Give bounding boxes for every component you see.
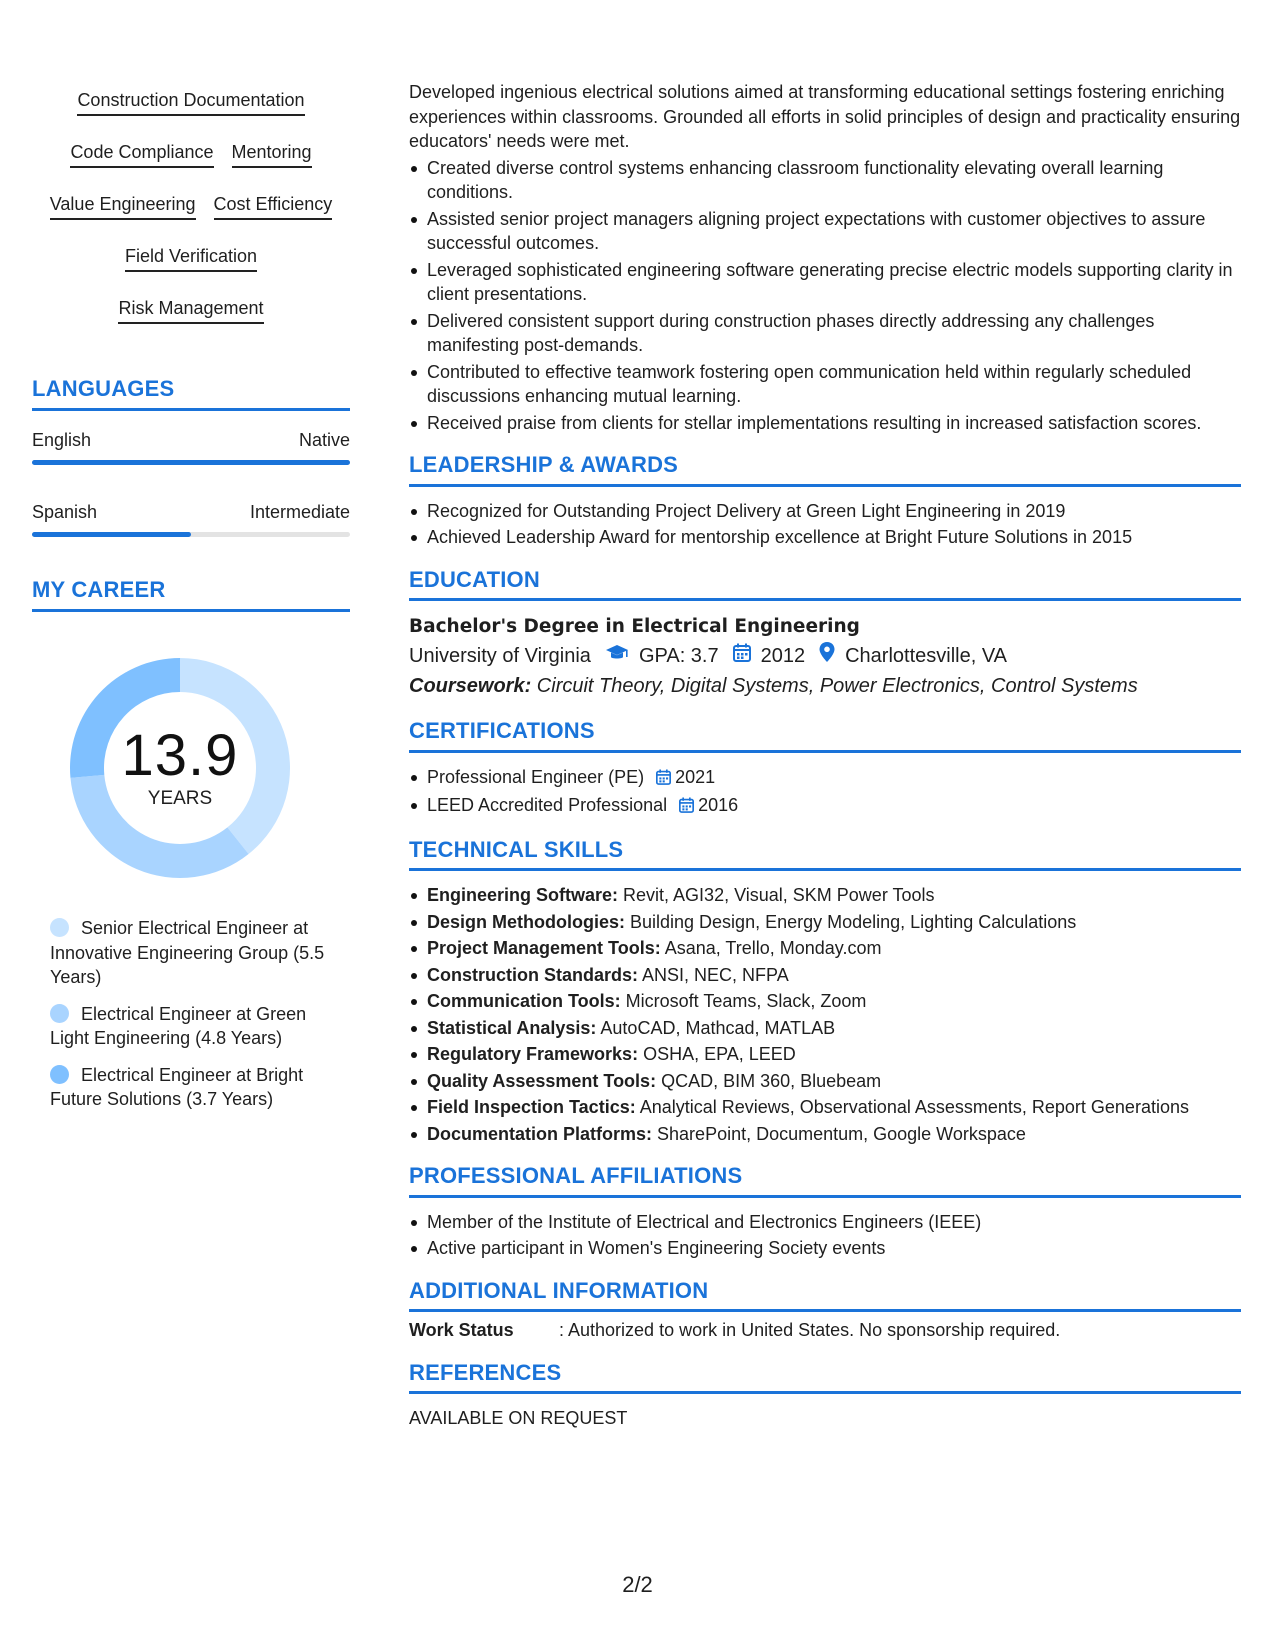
technical-skill-label: Field Inspection Tactics: [427, 1097, 636, 1117]
page-number: 2/2 [622, 1572, 653, 1597]
career-legend [32, 916, 350, 1112]
experience-bullet: Delivered consistent support during construction phases directly addressing any challenges manifesting post-demands. [427, 309, 1241, 358]
technical-skill-label: Statistical Analysis: [427, 1017, 597, 1038]
technical-skills-section [409, 838, 1241, 1147]
references-section [409, 1361, 1241, 1431]
technical-skill-label: Engineering Software: [427, 885, 619, 905]
skill-row [32, 184, 350, 236]
education-title: EDUCATION [409, 568, 1241, 602]
certification-item [427, 793, 1241, 820]
location-pin-icon [819, 641, 835, 671]
additional-info-title: ADDITIONAL INFORMATION [409, 1279, 1241, 1313]
skill-tag: Risk Management [118, 297, 263, 324]
career-donut-chart [66, 654, 294, 882]
coursework-list: Circuit Theory, Digital Systems, Power Electronics, Control Systems [531, 675, 1138, 697]
education-coursework [409, 671, 1241, 701]
experience-summary: Developed ingenious electrical solutions aimed at transforming educational settings fostering enriching experiences within classrooms. Grounded all efforts in solid principles of design and practicality ensuring educators' needs were met. [409, 82, 1241, 151]
certification-year: 2021 [675, 766, 716, 787]
language-proficiency-fill [32, 460, 350, 465]
education-school: University of Virginia [409, 645, 591, 667]
legend-dot [50, 918, 69, 937]
language-proficiency-bar [32, 532, 350, 537]
graduation-cap-icon [605, 641, 629, 671]
calendar-icon [733, 641, 751, 671]
language-name: English [32, 430, 92, 450]
language-row [32, 501, 350, 523]
technical-skills-list [409, 883, 1241, 1146]
career-legend-text: Senior Electrical Engineer at Innovative Engineering Group (5.5 Years) [50, 918, 325, 987]
certification-year: 2016 [698, 795, 739, 815]
languages-section [32, 376, 350, 537]
experience-bullet: Assisted senior project managers aligning project expectations with customer objectives to assure successful outcomes. [427, 207, 1241, 256]
technical-skill-item [427, 883, 1241, 908]
language-level: Intermediate [249, 502, 350, 522]
skill-row [32, 288, 350, 340]
certifications-list [409, 765, 1241, 820]
career-unit: YEARS [147, 788, 213, 809]
career-legend-item [50, 1063, 340, 1112]
affiliations-title: PROFESSIONAL AFFILIATIONS [409, 1164, 1241, 1198]
education-gpa: GPA: 3.7 [638, 645, 719, 667]
language-name: Spanish [32, 502, 98, 522]
career-section [32, 577, 350, 1112]
languages-list [32, 429, 350, 537]
technical-skill-value: OSHA, EPA, LEED [638, 1044, 796, 1064]
technical-skill-value: QCAD, BIM 360, Bluebeam [656, 1070, 882, 1091]
technical-skill-item [427, 1069, 1241, 1094]
technical-skill-label: Documentation Platforms: [427, 1123, 653, 1144]
technical-skill-item [427, 989, 1241, 1014]
technical-skill-item [427, 936, 1241, 961]
skill-tag: Mentoring [232, 141, 312, 168]
career-legend-item [50, 1002, 340, 1051]
experience-bullets [409, 156, 1241, 436]
career-legend-item [50, 916, 340, 990]
technical-skill-value: Building Design, Energy Modeling, Lighting Calculations [625, 911, 1077, 932]
left-column [32, 80, 350, 1124]
technical-skill-value: Asana, Trello, Monday.com [660, 938, 882, 958]
technical-skill-item [427, 1042, 1241, 1067]
technical-skills-title: TECHNICAL SKILLS [409, 838, 1241, 872]
certifications-section [409, 719, 1241, 820]
work-status-value: : Authorized to work in United States. No sponsorship required. [559, 1320, 1061, 1340]
language-row [32, 429, 350, 451]
technical-skill-item [427, 963, 1241, 988]
references-title: REFERENCES [409, 1361, 1241, 1395]
certifications-title: CERTIFICATIONS [409, 719, 1241, 753]
technical-skill-value: SharePoint, Documentum, Google Workspace [652, 1123, 1026, 1144]
skill-row [32, 132, 350, 184]
skill-tag: Code Compliance [70, 141, 213, 168]
technical-skill-label: Construction Standards: [427, 964, 639, 985]
skill-row [32, 80, 350, 132]
education-year: 2012 [760, 645, 806, 667]
affiliations-section [409, 1164, 1241, 1261]
leadership-item: Recognized for Outstanding Project Delivery at Green Light Engineering in 2019 [427, 499, 1241, 524]
calendar-icon [656, 767, 671, 792]
leadership-section [409, 453, 1241, 550]
affiliation-item: Active participant in Women's Engineering Society events [427, 1236, 1241, 1261]
technical-skill-value: Revit, AGI32, Visual, SKM Power Tools [618, 885, 935, 905]
skill-tag: Cost Efficiency [214, 193, 333, 220]
additional-info-section [409, 1279, 1241, 1343]
work-status-label: Work Status [409, 1320, 514, 1340]
coursework-label: Coursework: [409, 675, 532, 697]
technical-skill-label: Design Methodologies: [427, 911, 625, 932]
experience-bullet: Created diverse control systems enhancing classroom functionality elevating overall learning conditions. [427, 156, 1241, 205]
career-total: 13.9 [121, 723, 239, 788]
technical-skill-item [427, 1122, 1241, 1147]
education-meta [409, 641, 1241, 671]
skill-tag: Construction Documentation [77, 89, 304, 116]
career-legend-text: Electrical Engineer at Bright Future Solutions (3.7 Years) [50, 1064, 304, 1109]
technical-skill-item [427, 910, 1241, 935]
skill-tag: Value Engineering [50, 193, 196, 220]
experience-bullet: Contributed to effective teamwork fostering open communication held within regularly scheduled discussions enhancing mutual learning. [427, 360, 1241, 409]
leadership-list [409, 499, 1241, 550]
work-status-row [409, 1318, 1241, 1343]
skill-tag: Field Verification [125, 245, 257, 272]
technical-skill-value: Analytical Reviews, Observational Assessments, Report Generations [635, 1097, 1189, 1117]
technical-skill-label: Regulatory Frameworks: [427, 1044, 639, 1064]
skill-row [32, 236, 350, 288]
education-location: Charlottesville, VA [845, 645, 1008, 667]
language-proficiency-bar [32, 460, 350, 465]
education-section [409, 568, 1241, 702]
legend-dot [50, 1065, 69, 1084]
language-level: Native [298, 430, 350, 450]
certification-item [427, 765, 1241, 792]
technical-skill-value: ANSI, NEC, NFPA [638, 964, 789, 985]
education-degree: Bachelor's Degree in Electrical Engineering [409, 616, 860, 637]
references-text: AVAILABLE ON REQUEST [409, 1408, 628, 1428]
technical-skill-label: Communication Tools: [427, 991, 621, 1011]
certification-name: Professional Engineer (PE) [427, 766, 645, 787]
technical-skill-label: Quality Assessment Tools: [427, 1070, 657, 1091]
certification-name: LEED Accredited Professional [427, 795, 668, 815]
affiliation-item: Member of the Institute of Electrical and Electronics Engineers (IEEE) [427, 1210, 1241, 1235]
career-title: MY CAREER [32, 577, 350, 612]
technical-skill-item [427, 1095, 1241, 1120]
languages-title: LANGUAGES [32, 376, 350, 411]
skills-tags [32, 80, 350, 340]
technical-skill-value: Microsoft Teams, Slack, Zoom [620, 991, 867, 1011]
experience-bullet: Leveraged sophisticated engineering software generating precise electric models supporting clarity in client presentations. [427, 258, 1241, 307]
technical-skill-label: Project Management Tools: [427, 938, 661, 958]
right-column [409, 80, 1241, 1431]
affiliations-list [409, 1210, 1241, 1261]
technical-skill-item [427, 1016, 1241, 1041]
leadership-title: LEADERSHIP & AWARDS [409, 453, 1241, 487]
technical-skill-value: AutoCAD, Mathcad, MATLAB [596, 1017, 836, 1038]
experience-bullet: Received praise from clients for stellar implementations resulting in increased satisfaction scores. [427, 411, 1241, 436]
calendar-icon [679, 795, 694, 820]
leadership-item: Achieved Leadership Award for mentorship excellence at Bright Future Solutions in 2015 [427, 525, 1241, 550]
legend-dot [50, 1004, 69, 1023]
language-proficiency-fill [32, 532, 191, 537]
career-legend-text: Electrical Engineer at Green Light Engineering (4.8 Years) [50, 1003, 307, 1048]
